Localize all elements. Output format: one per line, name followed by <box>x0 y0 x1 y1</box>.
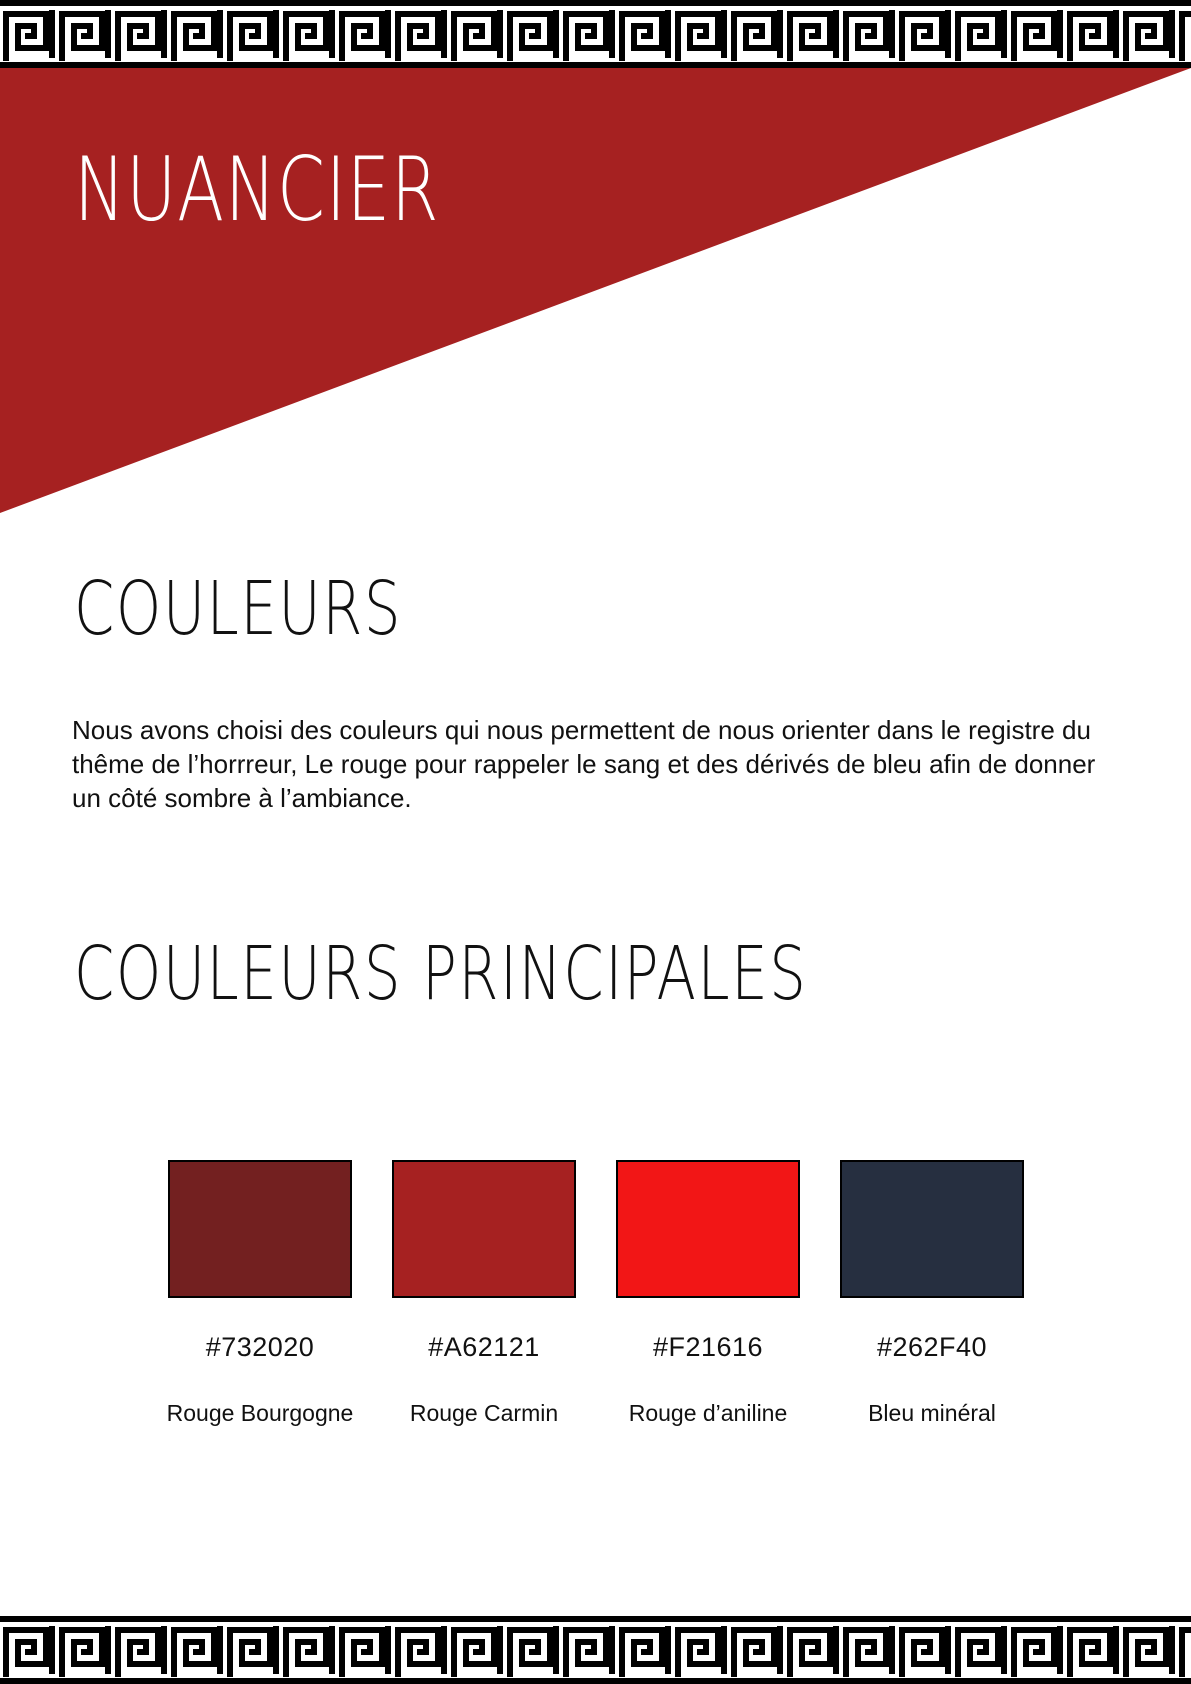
color-swatch-rouge-carmin <box>392 1160 576 1298</box>
section-title-couleurs-principales: COULEURS PRINCIPALES <box>74 931 808 1017</box>
hex-code: #262F40 <box>876 1332 988 1362</box>
hex-code: #F21616 <box>652 1332 764 1362</box>
hex-code: #A62121 <box>428 1332 540 1362</box>
section-title-couleurs: COULEURS <box>74 566 403 652</box>
greek-key-border-top <box>0 0 1191 68</box>
color-swatch-bleu-mineral <box>840 1160 1024 1298</box>
greek-key-border-bottom <box>0 1616 1191 1684</box>
header-banner <box>0 68 1191 513</box>
color-name: Rouge Carmin <box>409 1400 559 1426</box>
hex-code: #732020 <box>205 1332 315 1362</box>
page-title: NUANCIER <box>74 138 440 241</box>
color-name: Bleu minéral <box>868 1400 996 1426</box>
color-name: Rouge d’aniline <box>628 1400 788 1426</box>
color-swatch-rouge-bourgogne <box>168 1160 352 1298</box>
intro-paragraph: Nous avons choisi des couleurs qui nous permettent de nous orienter dans le registre du thême de l’horrreur, Le rouge pour rappeler le sang et des dérivés de bleu afin de donner un côté sombre à l’ambiance. <box>72 715 1096 813</box>
color-name: Rouge Bourgogne <box>166 1400 354 1426</box>
color-swatch-rouge-aniline <box>616 1160 800 1298</box>
